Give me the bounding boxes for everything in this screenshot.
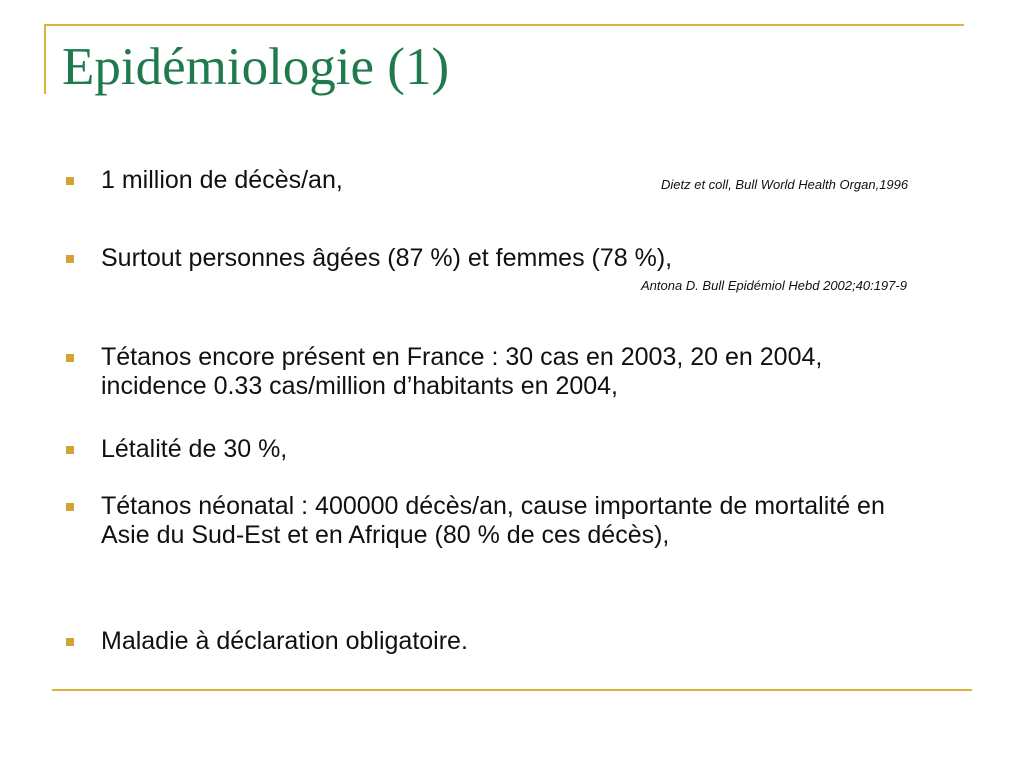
bullet-marker [66, 177, 74, 185]
bullet-marker [66, 446, 74, 454]
bullet-marker [66, 255, 74, 263]
bullet-marker [66, 354, 74, 362]
bullet-text: Surtout personnes âgées (87 %) et femmes (78 %), [101, 244, 673, 272]
bullet-text: Maladie à déclaration obligatoire. [101, 627, 468, 655]
top-rule [44, 24, 964, 26]
bottom-rule [52, 689, 972, 691]
bullet-marker [66, 638, 74, 646]
bullet-marker [66, 503, 74, 511]
slide-title: Epidémiologie (1) [62, 38, 450, 96]
bullet-text: Létalité de 30 %, [101, 435, 288, 463]
bullet-text: Tétanos encore présent en France : 30 cas en 2003, 20 en 2004, incidence 0.33 cas/million d’habitants en 2004, [101, 343, 823, 400]
bullet-reference: Antona D. Bull Epidémiol Hebd 2002;40:197-9 [641, 278, 907, 293]
bullet-reference: Dietz et coll, Bull World Health Organ,1996 [661, 177, 909, 192]
bullet-text: 1 million de décès/an, [101, 166, 343, 194]
left-rule [44, 24, 46, 94]
bullet-text: Tétanos néonatal : 400000 décès/an, cause importante de mortalité en Asie du Sud-Est et en Afrique (80 % de ces décès), [101, 492, 885, 549]
